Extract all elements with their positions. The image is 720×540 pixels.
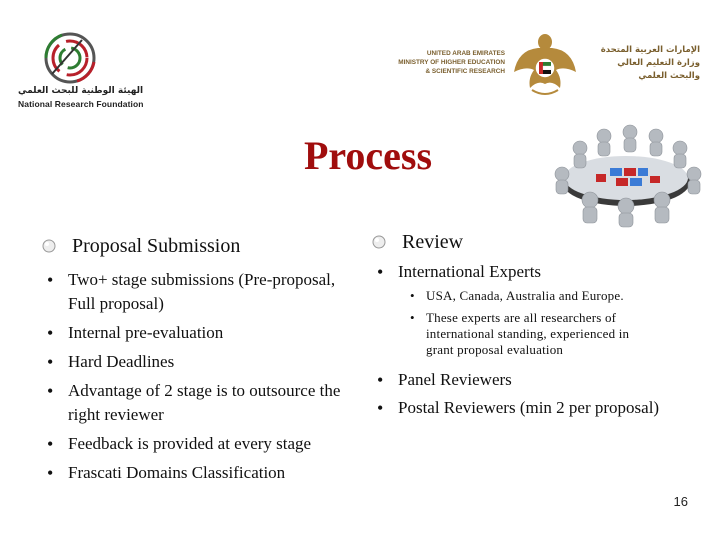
international-experts-sublist (406, 288, 646, 358)
review-section (372, 228, 682, 424)
review-bullet-list (372, 260, 682, 284)
bullet-orb-icon (372, 235, 386, 249)
list-item: • Feedback is provided at every stage (42, 432, 352, 456)
sub-list-item: • USA, Canada, Australia and Europe. (406, 288, 646, 304)
page-number: 16 (673, 494, 688, 509)
ministry-en-line: & SCIENTIFIC RESEARCH (425, 68, 505, 75)
list-item: • Internal pre-evaluation (42, 321, 352, 345)
ministry-en-line: UNITED ARAB EMIRATES (426, 50, 505, 57)
proposal-submission-section (42, 232, 352, 490)
slide-title: Process (303, 133, 433, 178)
ministry-ar-line: والبحث العلمي (638, 71, 700, 81)
list-item-international-experts: • International Experts (372, 260, 682, 284)
meeting-table-illustration (540, 108, 708, 228)
sub-list-item: • These experts are all researchers of international standing, experienced in grant proposal evaluation (406, 310, 646, 358)
reviewer-type-list (372, 368, 682, 420)
bullet-orb-icon (42, 239, 56, 253)
nrf-arabic-name: الهيئة الوطنية للبحث العلمي (18, 86, 144, 96)
proposal-submission-heading (42, 232, 352, 260)
heading-text: Review (402, 230, 464, 253)
list-item: • Frascati Domains Classification (42, 461, 352, 485)
ministry-arabic-name (584, 44, 700, 83)
ministry-english-name (372, 49, 505, 76)
list-item: • Two+ stage submissions (Pre-proposal, Full proposal) (42, 268, 352, 316)
list-item: • Panel Reviewers (372, 368, 682, 392)
review-heading (372, 228, 682, 256)
ministry-ar-line: الإمارات العربية المتحدة (600, 45, 700, 55)
heading-text: Proposal Submission (72, 234, 241, 257)
submission-bullet-list (42, 268, 352, 485)
nrf-english-name: National Research Foundation (18, 99, 144, 109)
list-item: • Postal Reviewers (min 2 per proposal) (372, 396, 682, 420)
uae-falcon-emblem-icon (512, 28, 578, 98)
ministry-ar-line: وزارة التعليم العالي (617, 58, 700, 68)
ministry-en-line: MINISTRY OF HIGHER EDUCATION (398, 59, 505, 66)
list-item: • Advantage of 2 stage is to outsource the right reviewer (42, 379, 352, 427)
list-item: • Hard Deadlines (42, 350, 352, 374)
